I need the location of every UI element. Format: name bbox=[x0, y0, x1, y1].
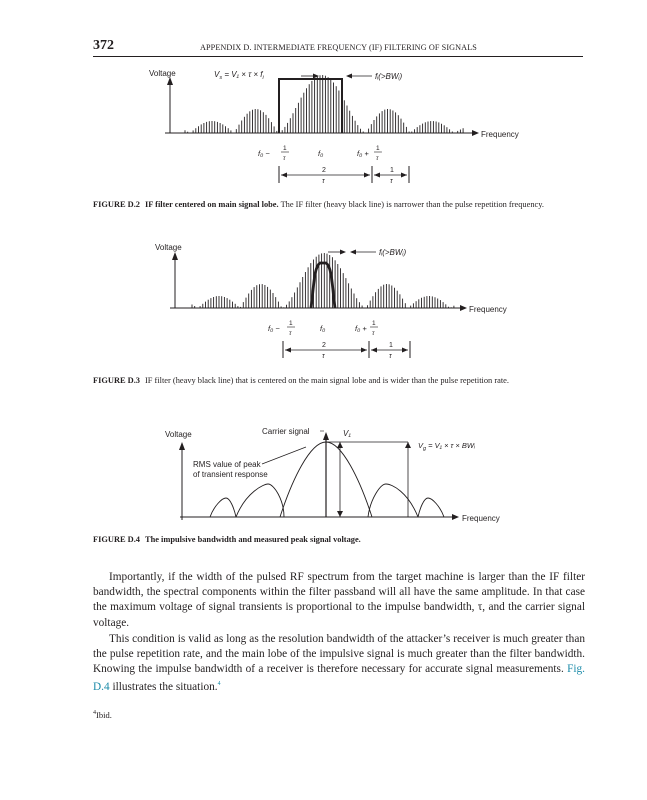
figure-d3-spectrum-lines bbox=[192, 253, 454, 308]
figure-d3-tick-plus-num: 1 bbox=[372, 320, 376, 327]
figure-d4-rms-line1: RMS value of peak bbox=[193, 460, 261, 469]
body-text bbox=[93, 570, 585, 695]
figure-d3-filter-label: fᵢ(>BWᵢ) bbox=[379, 248, 407, 257]
figure-d4-rms-pointer bbox=[262, 447, 306, 464]
figure-d3-tick-minus: f₀ − bbox=[268, 324, 280, 333]
paragraph-2-text-a: This condition is valid as long as the resolution bandwidth of the attacker’s receiver is much greater than the pulse repetition rate, and the main lobe of the impulsive signal is much greater than the filter bandwidth. Knowing the impulse bandwidth of a receiver is therefore necessary for accurate signal measurements. bbox=[93, 632, 585, 676]
figure-d2 bbox=[0, 0, 647, 200]
page-number: 372 bbox=[93, 38, 114, 53]
figure-d2-span-side-den: τ bbox=[390, 178, 393, 185]
figure-d2-tick-plus-den: τ bbox=[376, 155, 379, 162]
paragraph-2-text-b: illustrates the situation. bbox=[112, 681, 218, 694]
figure-d4-y-arrow bbox=[179, 442, 185, 450]
figure-d3-tick-center: f₀ bbox=[320, 324, 326, 333]
figure-d2-x-label: Frequency bbox=[481, 130, 519, 139]
figure-d2-y-label: Voltage bbox=[149, 69, 176, 78]
figure-d3-span-main-left-head bbox=[285, 348, 291, 353]
figure-d2-tick-minus: f₀ − bbox=[258, 149, 270, 158]
figure-d3-caption bbox=[93, 375, 585, 387]
figure-d2-caption-text: The IF filter (heavy black line) is narrower than the pulse repetition frequency. bbox=[280, 200, 544, 209]
figure-d3-span-side-left-head bbox=[371, 348, 377, 353]
figure-d3-x-label: Frequency bbox=[469, 305, 507, 314]
figure-d3-span-main-den: τ bbox=[322, 353, 325, 360]
footnote-ref[interactable]: 4 bbox=[217, 681, 221, 688]
figure-d3-filter-arrow-right-head bbox=[350, 250, 356, 255]
figure-d3-tick-minus-den: τ bbox=[289, 330, 292, 337]
figure-d2-span-main-den: τ bbox=[322, 178, 325, 185]
figure-d2-equation: $V_s = V_1 \times \tau \times f_i$ bbox=[214, 70, 264, 81]
figure-d2-span-main-num: 2 bbox=[322, 167, 326, 174]
figure-d4-y-label: Voltage bbox=[165, 430, 192, 439]
figure-d4-caption-text: The impulsive bandwidth and measured peak signal voltage. bbox=[145, 535, 361, 544]
figure-d3-span-side-num: 1 bbox=[389, 342, 393, 349]
paragraph-1: Importantly, if the width of the pulsed RF spectrum from the target machine is larger than the IF filter bandwidth, the spectral components within the filter passband will all have the same amplitude. In that case the maximum voltage of signal transients is proportional to the impulse bandwidth, τ, and the carrier signal voltage. bbox=[93, 571, 585, 629]
figure-d3-y-label: Voltage bbox=[155, 243, 182, 252]
figure-d3-span-side-right-head bbox=[402, 348, 408, 353]
figure-d2-caption bbox=[93, 199, 585, 211]
footnote-text: Ibid. bbox=[96, 710, 112, 720]
figure-d4-side-lobe-right-2 bbox=[418, 498, 444, 517]
figure-d3-caption-label: FIGURE D.3 bbox=[93, 376, 140, 385]
figure-d2-tick-minus-den: τ bbox=[283, 155, 286, 162]
footnote bbox=[93, 710, 112, 720]
figure-d2-span-main-left-head bbox=[281, 173, 287, 178]
figure-d3-tick-minus-num: 1 bbox=[289, 320, 293, 327]
figure-d2-filter-arrow-right-head bbox=[346, 74, 352, 79]
figure-d4 bbox=[0, 420, 647, 550]
figure-d4-vg-label: $V_g = V_1 \times \tau$ × BWᵢ bbox=[418, 441, 475, 452]
figure-d3-span-side-den: τ bbox=[389, 353, 392, 360]
running-title: APPENDIX D. INTERMEDIATE FREQUENCY (IF) FILTERING OF SIGNALS bbox=[200, 43, 477, 52]
figure-d3-x-arrow bbox=[460, 305, 467, 311]
figure-d3-tick-plus: f₀ + bbox=[355, 324, 367, 333]
figure-d2-if-filter bbox=[279, 79, 342, 133]
figure-d4-v1-label: V₁ bbox=[343, 429, 351, 438]
figure-d4-rms-line2: of transient response bbox=[193, 470, 268, 479]
figure-d4-side-lobe-left-2 bbox=[210, 498, 236, 517]
figure-d4-x-arrow bbox=[452, 514, 459, 520]
figure-d4-side-lobe-left-1 bbox=[236, 484, 284, 517]
figure-d2-caption-bold: IF filter centered on main signal lobe. bbox=[145, 200, 279, 209]
figure-d2-tick-center: f₀ bbox=[318, 149, 324, 158]
figure-d2-tick-minus-num: 1 bbox=[283, 145, 287, 152]
figure-d4-caption bbox=[93, 534, 585, 546]
figure-d3-caption-text: IF filter (heavy black line) that is centered on the main signal lobe and is wider than the pulse repetition rate. bbox=[145, 376, 509, 385]
figure-d2-span-main-right-head bbox=[364, 173, 370, 178]
figure-d2-span-side-num: 1 bbox=[390, 167, 394, 174]
fig-d4-link[interactable]: Fig. D.4 bbox=[93, 663, 585, 694]
paragraph-2 bbox=[93, 632, 585, 696]
figure-d3-if-filter bbox=[311, 263, 335, 308]
figure-d4-carrier-label: Carrier signal bbox=[262, 427, 310, 436]
figure-d4-caption-label: FIGURE D.4 bbox=[93, 535, 140, 544]
footnote-mark: 4 bbox=[93, 710, 96, 717]
figure-d3-span-main-right-head bbox=[361, 348, 367, 353]
figure-d4-x-label: Frequency bbox=[462, 514, 500, 523]
figure-d4-v1-bracket-bottom-head bbox=[337, 511, 343, 517]
figure-d4-vg-bracket-top-head bbox=[405, 442, 411, 448]
figure-d3-y-arrow bbox=[172, 252, 178, 260]
figure-d2-y-arrow bbox=[167, 77, 173, 85]
figure-d3-tick-plus-den: τ bbox=[372, 330, 375, 337]
figure-d2-span-side-right-head bbox=[401, 173, 407, 178]
figure-d3-filter-arrow-left-head bbox=[340, 250, 346, 255]
figure-d4-side-lobe-right-1 bbox=[368, 484, 418, 517]
figure-d3-span-main-num: 2 bbox=[322, 342, 326, 349]
figure-d3 bbox=[0, 225, 647, 425]
figure-d2-tick-plus-num: 1 bbox=[376, 145, 380, 152]
figure-d2-x-arrow bbox=[472, 130, 479, 136]
figure-d2-filter-label: fᵢ(>BWᵢ) bbox=[375, 72, 403, 81]
figure-d4-carrier-arrow bbox=[323, 432, 329, 440]
figure-d4-v1-bracket-top-head bbox=[337, 442, 343, 448]
figure-d2-spectrum-lines bbox=[185, 75, 463, 133]
figure-d2-tick-plus: f₀ + bbox=[357, 149, 369, 158]
figure-d2-span-side-left-head bbox=[374, 173, 380, 178]
figure-d2-caption-label: FIGURE D.2 bbox=[93, 200, 140, 209]
figure-d2-filter-arrow-left-head bbox=[313, 74, 319, 79]
